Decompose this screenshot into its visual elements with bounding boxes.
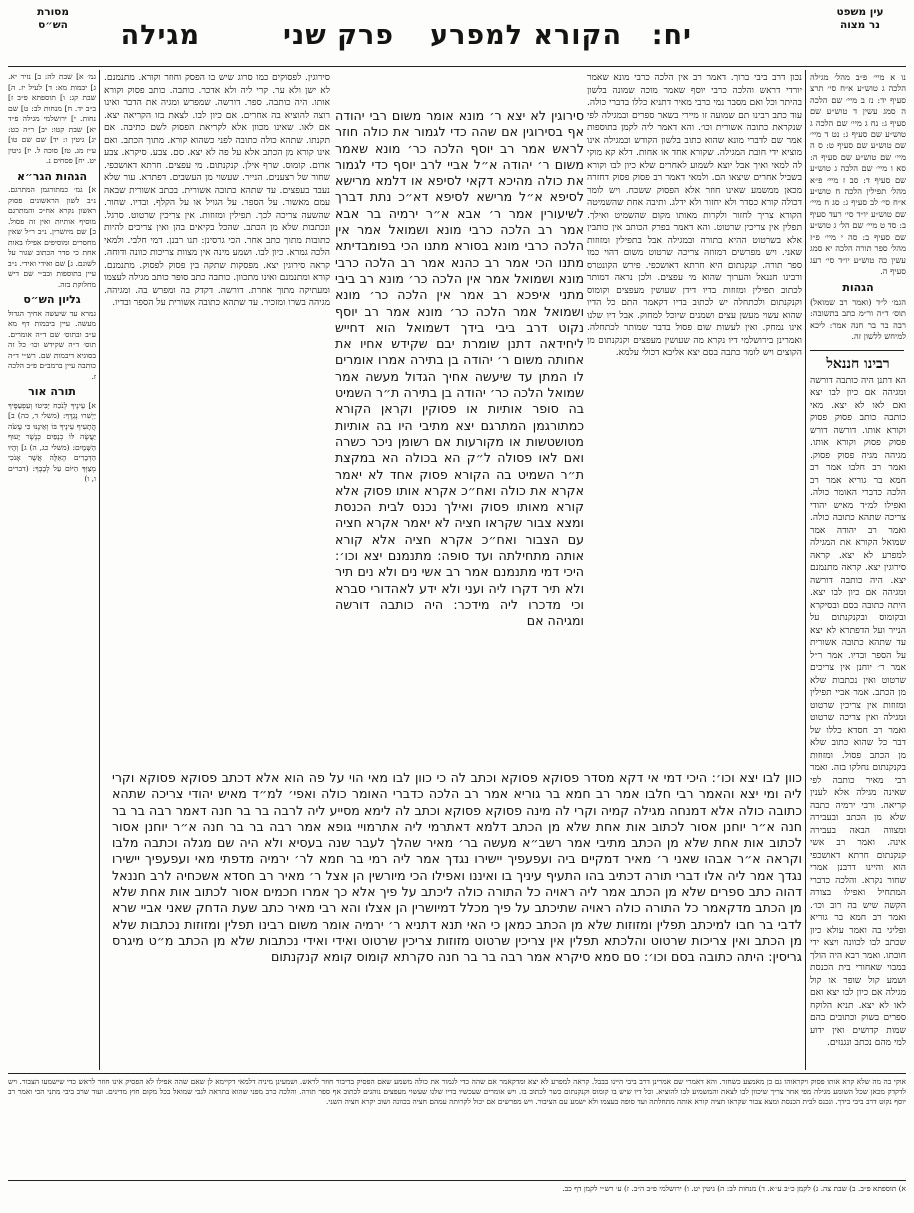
rabbenu-hananel-text: הא דתנן היה כותבה דורשה ומגיהה אם כיון לבו יצא ואם לאו לא יצא. מאי כותבה כותב פסוק פסוק וקורא אותו. דורשה דורש פסוק פסוק וקורא אותו. מגיהה מגיה פסוק פסוק. ואמר רב חלבו אמר רב חמא בר גוריא אמר רב הלכה כדברי האומר כולה. ואפילו למ״ד מאיש יהודי צריכה שתהא כתובה כולה. ואמר רב יהודה אמר שמואל הקורא את המגילה למפרע לא יצא. קראה סירוגין יצא. קראה מתנמנם יצא. היה כותבה דורשה ומגיהה אם כיון לבו יצא. היתה כתובה בסם ובסיקרא ובקומוס ובקנקנתום על הנייר ועל הדפתרא לא יצא עד שתהא כתובה אשורית על הספר ובדיו. אמר ר״ל אמר ר׳ יוחנן אין צריכים שרטוט ואין נכתבות שלא מן הכתב. אמר אביי תפילין ומזוזות אין צריכין שרטוט ומגילה ואין צריכה שרטוט ואמר רב חסדא כללו של דבר כל שהוא כתוב שלא מן הכתב פסול. ומזוזות בקנקנתום נחלקו בזה. ואמר רבי מאיר כותבה לפי שאינה מגילה אלא לענין קריאה. ורבי ירמיה כתבה שלא מן הכתב ובעבירה ומצווה הבאה בעבירה אינה. ואמר רב אשי קנקנתום חרתא דאושכפי הוא והיינו דרבנן אמרי שחור נקרא. והלכה כדברי המתחיל ואפילו בצורה הקשה שיש בה רוב וכו׳. ואמר רב חמא בר גוריא ופליגי בה ואמר עולא כיון שכתב לבו לכוונה ויצא ידי חובתו. ואמר רבא היה הולך במבוי שאחורי בית הכנסת ושמע קול שופר או קול מגילה אם כיון לבו יצא ואם לאו לא יצא. תניא הלוקח ספרים בשוק וכתובים בהם שמות קדושים ואין ידוע למי מהם נכתב ונגנזים. [810, 375, 906, 1048]
gilyon-hashas-title: גליון הש״ס [23, 293, 81, 306]
ein-mishpat-heading: עין משפט נר מצוה [836, 6, 884, 31]
footnotes-notes-text: א) תוספתא פ״ב. ב) שבת צה. ג) לקמן כ׳׳ב ע׳׳א. ד) מנחות לב: ה) גיטין יט. ו) ירושלמי פ״ב ה״ב. ז) ע׳ רש״י לקמן דף כב. [562, 1184, 906, 1193]
rashi-column [104, 72, 330, 625]
page-header [0, 0, 914, 68]
ein-mishpat-haghot-text: הגמ׳ ל״ד (ואמר רב שמואל) תוס׳ ד״ה ור״מ כתב בתשובה: רבה בר בר חנה אמר: ליכא למיחש ללשון זה. [810, 296, 906, 341]
footnotes-block [8, 1077, 906, 1177]
masoret-heading: מסורת הש״ס [37, 6, 69, 31]
tractate-name: מגילה [120, 20, 200, 51]
footnote-rule [8, 1073, 906, 1074]
rashi-text: סירוגין. לפסוקים כמו סרוג שיש בו הפסק וחוזר וקורא. מתנמנם. לא ישן ולא ער. קרי ליה ולא אדכר. כותבה. כותב פסוק וקורא אותו. היה כותבה. ספר. דורשה. שמפרש ומגיה את הדבר ואינו רוצה להוציא בה אחרים. אם כיון לבו. לצאת בזו הקריאה יצא. אם לאו. שאינו מכוון אלא לקריאת הפסוק לשם כתיבה. אם תקנתו. שתהא כולה כתובה לפני כשהוא קורא. מתוך הכתב. ואם אינו קורא מן הכתב אלא על פה לא יצא. סם. צבע. סיקרא. צבע אדום. קומוס. שרף אילן. קנקנתום. מי עפצים. חרתא דאושכפי. שחור של רצענים. הנייר. שעשוי מן העשבים. דפתרא. עור שלא נעבד בעפצים. עד שתהא כתובה אשורית. בכתב אשורית שבאה עמם מאשור. על הספר. על הגויל או על הקלף. ובדיו. שחור. שהשעה צריכה לכך. תפילין ומזוזות. אין צריכין שרטוט. סרגל. ונכתבות שלא מן הכתב. שהכל בקיאים בהן ואין צריכים להיות כתובות מתוך כתב אחר. הכי גרסינן: תנו רבנן. דמי חלבי. ולמאי הלכה גמרא. כיון לבו. ושמע מינה אין מצוות צריכות כוונה ודוחה. קראה סירוגין יצא. מפסקות שתקה בין פסוק לפסוק. מתנמנם. קורא ומתנמנם ואינו מתכוון. כותבה כתב סופר כותב מגילה לעצמו ומעתיקה מתוך אחרת. דורשה. דקדק בה ומפרש בה. ומגיהה. מגיהה בשרו ומזכיר. עד שתהא כתובה אשורית על הספר ובדיו. [104, 73, 330, 308]
haghot-hagra-title: הגהות הגר״א [16, 169, 88, 183]
ein-mishpat-divider [810, 350, 904, 351]
ein-mishpat-haghot-title: הגהות [842, 281, 874, 295]
rabbenu-hananel-title: רבינו חננאל [826, 356, 890, 372]
masoret-text: גמ׳ א] שבת לה: ב] נזיר יא. ג] יבמות מא: ד] לעיל יז. ה] שבת קג: ו] תוספתא פ״ב ז] ב״ב יד. ח] מנחות לב: ט] שם נחות. י] ירושלמי מגילה פ״ד יא] שבת קטו: יב] ר״ה כט: יג] גיטין ו: יד] שם שם טו] ע״ז מג. טז] סוכה ל. יז] גיטין יט. יח] פסחים נ. [8, 72, 96, 165]
gilyon-hashas-text: גמרא עד שיעשה אחיך הגדול מעשה. עיין ביבמות דף מא ע״ב ובתוס׳ שם ד״ה אומרים. תוס׳ ד״ה שקידש וכו׳ כל זה בסוגיא דיבמות שם. רש״י ד״ה כותבה עיין ברמב״ם פ״ב הלכה ז. [8, 308, 96, 381]
page-number: יח: [651, 20, 692, 51]
tosafot-column [587, 72, 802, 625]
ein-mishpat-text: נו א מיי׳ פ״ב מהל׳ מגילה הלכה ג טוש״ע א״ח סי׳ תרצ סעיף יד: נז ב מיי׳ שם הלכה ה סמג עשין ד טוש״ע שם סעיף ג: נח ג מיי׳ שם הלכה ג טוש״ע שם סעיף ג: נט ד מיי׳ שם טוש״ע שם סעיף ט: ס ה מיי׳ שם טוש״ע שם סעיף ה: סא ו מיי׳ שם הלכה ג טוש״ע שם סעיף ד: סב ז מיי׳ פ״א מהל׳ תפילין הלכה ח טוש״ע א״ח סי׳ לב סעיף ג: סג ח מיי׳ שם טוש״ע יו״ד סי׳ רעד סעיף ב: סד ט מיי׳ שם הל׳ ג טוש״ע שם סעיף ב: סה י מיי׳ פ״ז מהל׳ ספר תורה הלכה יא סמג עשין כה טוש״ע יו״ד סי׳ רעג סעיף ה. [810, 72, 906, 276]
haghot-hagra-text: א] גמ׳ כמתורגמן המתרגם. נ״ב לשון הראשונים פסוק ראשון נקרא אח״כ והמתרגם מוסיף אותיות ואין זה פסול. ב] שם מיושרין. נ״ב ר״ל שאין מחסרים ומוסיפים אפילו באות אחת כי סדר הכתוב שגור על לשונם. ג] שם ואידי ואידי. נ״ב עיין בתוספות ובב״י שם דיש מחלוקת בזה. [8, 185, 96, 289]
torah-or-title: תורה אור [28, 385, 76, 398]
gemara-bottom-block [112, 770, 802, 1070]
gemara-text-bottom: כוון לבו יצא וכו׳: היכי דמי אי דקא מסדר פסוקא פסוקא וכתב לה כי כוון לבו מאי הוי על פה הוא אלא דכתב פסוקא פסוקא וקרי ליה ומי יצא והאמר רבי חלבו אמר רב חמא בר גוריא אמר רב הלכה כדברי האומר כולה ואפי׳ למ״ד מאיש יהודי צריכה שתהא כתובה כולה אלא דמנחה מגילה קמיה וקרי לה מינה פסוקא פסוקא וכתב לה לימא מסייע ליה לרבה בר בר חנה דאמר רבה בר בר חנה א״ר יוחנן אסור לכתוב אות אחת שלא מן הכתב דלמא דאתרמי ליה אתרמויי גופא אמר רבה בר בר חנה א״ר יוחנן אסור לכתוב אות אחת שלא מן הכתב מתיבי אמר רשב״א מעשה בר׳ מאיר שהלך לעבר שנה בעסיא ולא היה שם מגלה וכתבה מלבו וקראה א״ר אבהו שאני ר׳ מאיר דמקיים ביה ועפעפיך יישירו נגדך אמר ליה רמי בר חמא לר׳ ירמיה מדפתי מאי ועפעפיך יישירו נגדך אמר ליה אלו דברי תורה דכתיב בהו התעיף עיניך בו ואיננו ואפילו הכי מיורשין הן אצל ר׳ מאיר רב חסדא אשכחיה לרב חננאל דהוה כתב ספרים שלא מן הכתב אמר ליה ראויה כל התורה כולה ליכתב על פיך אלא כך אמרו חכמים אסור לכתוב אות אחת שלא מן הכתב מדקאמר כל התורה כולה ראויה שתיכתב על פיך מכלל דמיושרין הן אצלו והא רבי מאיר כתב שעת הדחק שאני אביי שרא לדבי בר חבו למיכתב תפלין ומזוזות שלא מן הכתב כמאן כי האי תנא דתניא ר׳ ירמיה אומר משום רבינו תפלין ומזוזות נכתבות שלא מן הכתב ואין צריכות שרטוט והלכתא תפלין אין צריכין שרטוט מזוזות צריכין שרטוט ואידי ואידי נכתבות שלא מן הכתב מ״ט מיגרס גריסין: היתה כתובה בסם וכו׳: סם סמא סיקרא אמר רבה בר בר חנה סקרתא קומוס קומא קנקנתום [112, 770, 802, 965]
header-rule [8, 66, 906, 67]
gemara-main-column [335, 108, 584, 768]
right-margin-rule [805, 70, 806, 1070]
masoret-column [8, 72, 96, 1067]
tosafot-text: נכון דרב ביבי ברוך. דאמר רב אין הלכה כרבי מונא שאמר יורדי דראש והלכה כרבי יוסף שאמר מוכה שמונה בלשון בהיתר וכל ואם מסבר נמי כרבי מאיר דתניא כללו בדברי כולה. עוד כתב רבינו תם שמועה זו מיירי בשאר ספרים ובמגילה לפי שנקראת כתובה אשורית וכו׳. והא דאמר ליה לקמן בתוספות אמר שם לדברי מונא שהוא כתוב בלשון הקודש ובמגילה אינו מוציא ידי חובת המגילה. שקורא אחד או אחות. דלא קא מוקי לה למאי ואיך אבל יוצא לשמוע לאחרים שלא כיון לבו וקורא בשביל אחרים שיצאו הם. ולמאי דאמר רב פסוק פסוק דחזרה מכאן ממשמע שאינו חוזר אלא הפסוק ששכח. ויש לומר דכולה קורא כסדר ולא יחזור ולא ידלג. ותיבה אחת שהשמיטה הקורא צריך לחזור ולקרות מאותו מקום שהשמיט ואילך. תפלין אין צריכין שרטוט. והא דאמר בפרק הכותב אין כותבין אלא בשרטוט ההיא בתורה ובמגילה אבל בתפילין ומזוזות שאני. ויש מפרשים דמזוזה צריכה שרטוט משום דהוי כמו ספר תורה. קנקנתום היא חרתא דאושכפי. פירש הקונטרס ורבינו חננאל והערוך שהוא מי עפצים. ולכן נראה דמותר לכתוב תפילין ומזוזות בדיו דידן שעושין מעפצים וקומוס וקנקנתום ולכתחלה יש לכתוב בדיו דקאמר התם כל הדיו שהוא עשוי מעשן עצים ושמנים שיוכל למחוק. אבל דיו שלנו אינו נמחק. ואין לעשות שום פסול בדבר שמותר לכתחלה. ואמרינן בירושלמי דיו נקרא מה שעושין מעפצים וקנקנתום מן הקוצים ויש לומר כתבה בסם יצא אליבא דכולי עלמא. [587, 73, 802, 358]
gemara-text-top: סירוגין לא יצא ר׳ מונא אומר משום רבי יהודה אף בסירוגין אם שהה כדי לגמור את כולה חוזר לראש אמר רב יוסף הלכה כר׳ מונא שאמר משום ר׳ יהודה א״ל אביי לרב יוסף כדי לגמור את כולה מהיכא דקאי לסיפא או דלמא מרישא לסיפא א״ל מרישא לסיפא דא״כ נתת דברך לשיעורין אמר ר׳ אבא א״ר ירמיה בר אבא אמר רב הלכה כרבי מונא ושמואל אמר אין הלכה כרבי מונא בסורא מתנו הכי בפומבדיתא מתנו הכי אמר רב כהנא אמר רב הלכה כרבי מונא ושמואל אמר אין הלכה כר׳ מונא רב ביבי מתני איפכא רב אמר אין הלכה כר׳ מונא ושמואל אמר הלכה כר׳ מונא אמר רב יוסף נקוט דרב ביבי בידך דשמואל הוא דחייש ליחידאה דתנן שומרת יבם שקידש אחיו את אחותה משום ר׳ יהודה בן בתירה אמרו אומרים לו המתן עד שיעשה אחיך הגדול מעשה אמר שמואל הלכה כר׳ יהודה בן בתירה ת״ר השמיט בה סופר אותיות או פסוקין וקראן הקורא כמתורגמן המתרגם יצא מתיבי היו בה אותיות מטושטשות או מקורעות אם רשומן ניכר כשרה ואם לאו פסולה ל״ק הא בכולה הא במקצת ת״ר השמיט בה הקורא פסוק אחד לא יאמר אקרא את כולה ואח״כ אקרא אותו פסוק אלא קורא מאותו פסוק ואילך נכנס לבית הכנסת ומצא צבור שקראו חציה לא יאמר אקרא חציה עם הצבור ואח״כ אקרא חציה אלא קורא אותה מתחילתה ועד סופה: מתנמנם יצא וכו׳: היכי דמי מתנמנם אמר רב אשי נים ולא נים תיר ולא תיר דקרו ליה ועני ולא ידע לאהדורי סברא וכי מדכרו ליה מידכר: היה כותבה דורשה ומגיהה אם [335, 108, 584, 629]
bottom-rule [8, 1180, 906, 1181]
chapter-number: פרק שני [283, 20, 394, 51]
chapter-name: הקורא למפרע [430, 20, 622, 51]
torah-or-text: א] עֵינֶיךָ לְנֹכַח יַבִּיטוּ וְעַפְעַפֶּיךָ יַיְשִׁרוּ נֶגְדֶּךָ: (משלי ד, כה) ב] הֲתָעִיף עֵינֶיךָ בּוֹ וְאֵינֶנּוּ כִּי עָשֹׂה יַעֲשֶׂה לּוֹ כְנָפַיִם כְּנֶשֶׁר יָעוּף הַשָּׁמָיִם: (משלי כג, ה) ג] וְהָיוּ הַדְּבָרִים הָאֵלֶּה אֲשֶׁר אָנֹכִי מְצַוְּךָ הַיּוֹם עַל לְבָבֶךָ: (דברים ו, ו) [8, 400, 96, 483]
rabbenu-hananel-column [810, 352, 906, 1072]
left-margin-rule [99, 70, 100, 1070]
ein-mishpat-column [810, 72, 906, 347]
footnotes-notes [8, 1184, 906, 1206]
footnotes-text: אוקי בה מה שלא קרא אותו פסוק ויקראוהו גם כן מאמצע כשחזר. והא דאמרי שם אמרינן דרב ביבי היינו בבבל. קראה למפרע לא יצא ומדקאמר אם שהה כדי לגמור את כולה משמע שאם הפסיק בדיבור חוזר לראש. ושמעינן מיניה דלמאי דקיימא לן שאם שהה אפילו לא הפסיק אינו חוזר לראש כדי שישמעו הצבור. ויש לדקדק מכאן שכל השומע מגילה מפי אחר צריך שיכוון לבו לצאת והמשמיע לבו להוציא. וכל דיו שיש בו קומוס וקנקנתום כשר לכתוב בו. ויש אומרים שעכשיו בדיו שלנו שעשוי מעפצים נוהגים לכתוב אף ספר תורה. והלכה כרב מפני שהוא בתראה לגבי שמואל בכל מקום חוץ מדינים. ועוד שרב ביבי מתני הכי ואמר רב יוסף נקוט דרב ביבי בידך. ונכנס לבית הכנסת ומצא צבור שקראו חציה קורא אותה מתחלתה ועד סופה בעצמו ולא ישמע עם הציבור. ויש מפרשים אם יכול לקרותה עמהם חציה בכוונה ושוב יקרא חציה השני. [8, 1077, 906, 1106]
